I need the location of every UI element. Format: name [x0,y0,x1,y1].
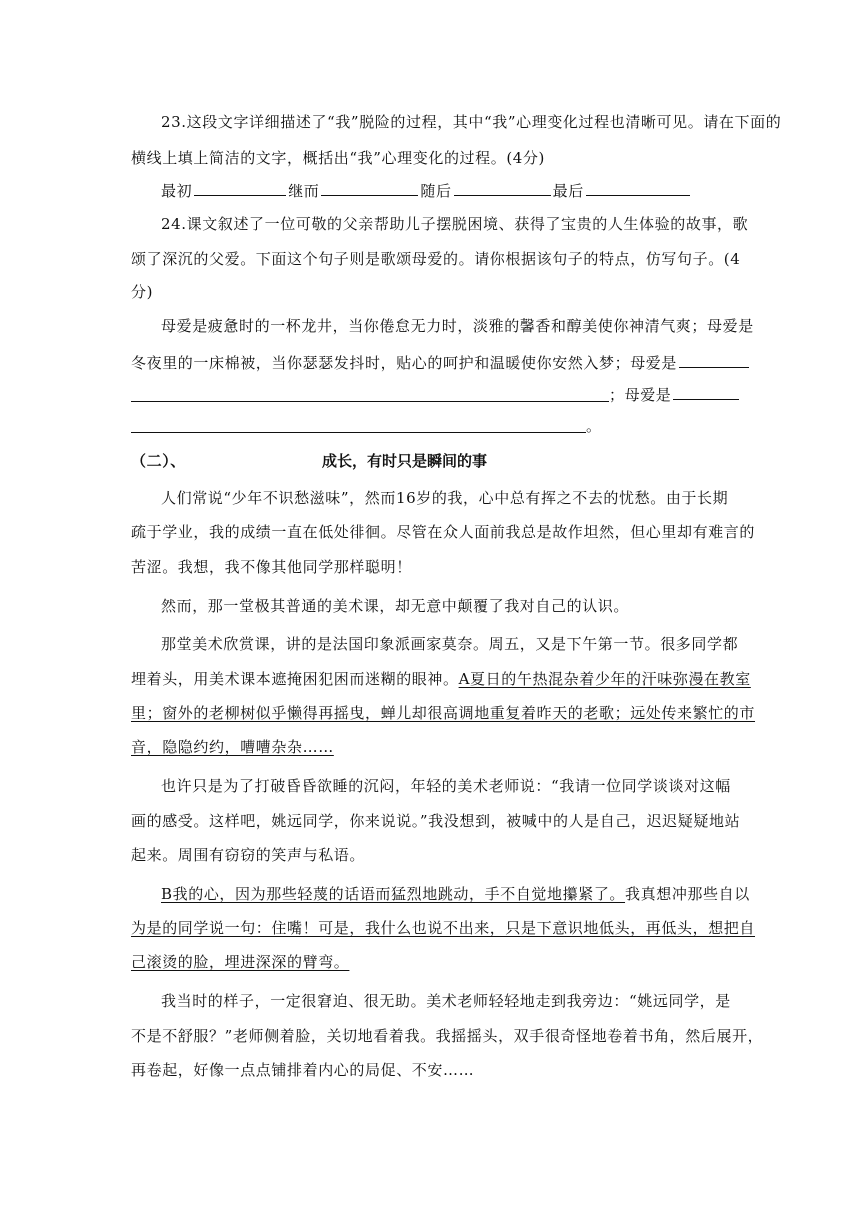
q24-end-mark: 。 [586,417,602,435]
answer-blank-mother-1[interactable] [679,352,749,368]
q24-example-line2 [131,352,751,373]
underlined-sentence-a: A夏日的午热混杂着少年的汗味弥漫在教室 [458,670,751,688]
q24-semicolon-text: ；母爱是 [609,386,672,404]
passage-p4-line1: 也许只是为了打破昏昏欲睡的沉闷，年轻的美术老师说：“我请一位同学谈谈对这幅 [161,777,731,795]
q24-text-line3: 分) [131,283,154,301]
passage-p5-line3: 己滚烫的脸，埋进深深的臂弯。 [131,953,350,971]
passage-p5-plain: 我真想冲那些自以 [625,885,750,903]
answer-blank-then[interactable] [321,180,418,196]
q24-text-line2: 颂了深沉的父爱。下面这个句子则是歌颂母爱的。请你根据该句子的特点，仿写句子。(4 [131,250,741,268]
answer-blank-first[interactable] [194,180,286,196]
answer-line-2[interactable] [131,432,586,433]
passage-p1-line2: 疏于学业，我的成绩一直在低处徘徊。尽管在众人面前我总是故作坦然，但心里却有难言的 [131,523,756,541]
answer-blank-next[interactable] [454,180,551,196]
q24-continue [609,384,741,405]
passage-p2: 然而，那一堂极其普通的美术课，却无意中颠覆了我对自己的认识。 [161,597,630,615]
passage-p3-line3: 里；窗外的老柳树似乎懒得再摇曳，蝉儿却很高调地重复着昨天的老歌；远处传来繁忙的市 [131,704,756,722]
answer-line-1[interactable] [131,401,609,402]
underlined-sentence-b: B我的心，因为那些轻蔑的话语而猛烈地跳动，手不自觉地攥紧了。 [161,885,626,903]
fill-label-last: 最后 [552,182,584,200]
q24-example-text: 冬夜里的一床棉被，当你瑟瑟发抖时，贴心的呵护和温暖使你安然入梦；母爱是 [131,354,678,372]
passage-p5-line2: 为是的同学说一句：住嘴！可是，我什么也说不出来，只是下意识地低头，再低头，想把自 [131,919,756,937]
q23-fill-row [161,180,692,201]
fill-label-next: 随后 [420,182,452,200]
section-label: （二）、 [131,452,186,470]
fill-label-first: 最初 [161,182,193,200]
fill-label-then: 继而 [288,182,320,200]
passage-p1-line3: 苦涩。我想，我不像其他同学那样聪明！ [131,558,412,576]
passage-p1-line1: 人们常说“少年不识愁滋味”，然而16岁的我，心中总有挥之不去的忧愁。由于长期 [161,489,729,507]
passage-p6-line2: 不是不舒服？”老师侧着脸，关切地看着我。我摇摇头，双手很奇怪地卷着书角，然后展开， [131,1027,764,1045]
section-title: 成长，有时只是瞬间的事 [322,452,488,470]
q23-text-line1: 23.这段文字详细描述了“我”脱险的过程，其中“我”心理变化过程也清晰可见。请在下面的 [161,113,782,131]
answer-blank-last[interactable] [586,180,690,196]
passage-p3-line2 [131,669,751,689]
passage-p3-line1: 那堂美术欣赏课，讲的是法国印象派画家莫奈。周五，又是下午第一节。很多同学都 [161,635,739,653]
q23-text-line2: 横线上填上简洁的文字，概括出“我”心理变化的过程。(4分) [131,149,545,167]
passage-p5-line1 [161,884,750,904]
q24-text-line1: 24.课文叙述了一位可敬的父亲帮助儿子摆脱困境、获得了宝贵的人生体验的故事，歌 [161,215,749,233]
q24-example-line1: 母爱是疲惫时的一杯龙井，当你倦怠无力时，淡雅的馨香和醇美使你神清气爽；母爱是 [161,317,754,335]
passage-p4-line3: 起来。周围有窃窃的笑声与私语。 [131,846,366,864]
passage-p3-plain: 埋着头，用美术课本遮掩困犯困而迷糊的眼神。 [131,670,459,688]
passage-p3-line4: 音，隐隐约约，嘈嘈杂杂…… [131,738,334,756]
passage-p6-line1: 我当时的样子，一定很窘迫、很无助。美术老师轻轻地走到我旁边：“姚远同学，是 [161,992,731,1010]
answer-blank-mother-2[interactable] [673,384,739,400]
passage-p6-line3: 再卷起，好像一点点铺排着内心的局促、不安…… [131,1061,475,1079]
passage-p4-line2: 画的感受。这样吧，姚远同学，你来说说。”我没想到，被喊中的人是自己，迟迟疑疑地站 [131,812,741,830]
